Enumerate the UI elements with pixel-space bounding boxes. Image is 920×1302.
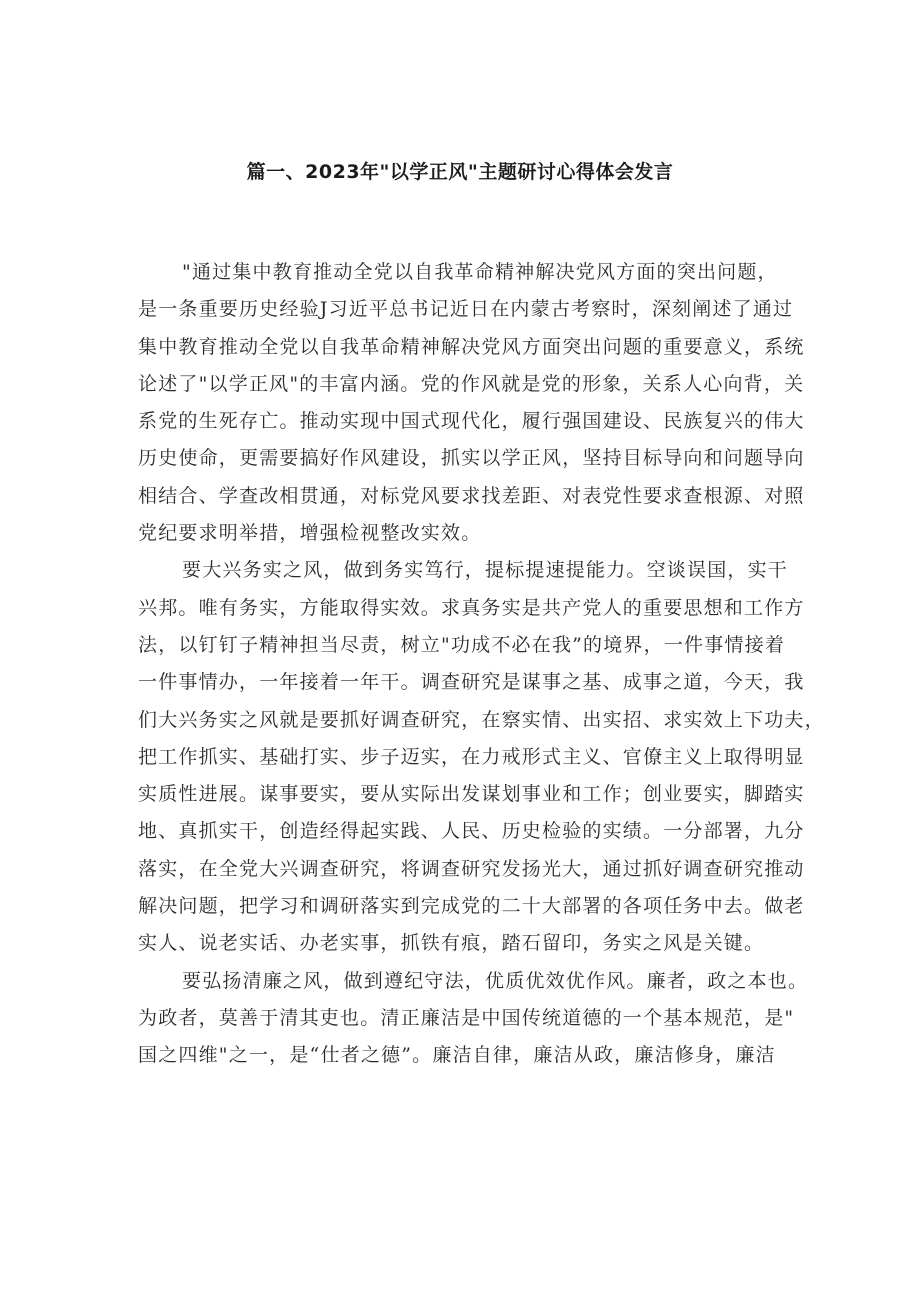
paragraph-1-line-1: "通过集中教育推动全党以自我革命精神解决党风方面的突出问题，: [182, 261, 778, 283]
paragraph-3-line-1: 要弘扬清廉之风，做到遵纪守法，优质优效优作风。廉者，政之本也。: [182, 969, 809, 992]
paragraph-1-line-2: 是一条重要历史经验J习近平总书记近日在内蒙古考察时，深刻阐述了通过: [138, 298, 794, 321]
paragraph-3-line-3: 国之四维"之一，是“仕者之德”。廉洁自律，廉洁从政，廉洁修身，廉洁: [138, 1044, 776, 1067]
paragraph-1-line-4: 论述了"以学正风"的丰富内涵。党的作风就是党的形象，关系人心向背，关: [138, 372, 805, 395]
paragraph-2-line-1: 要大兴务实之风，做到务实笃行，提标提速提能力。空谈误国，实干: [182, 559, 789, 582]
paragraph-1-line-5: 系党的生死存亡。推动实现中国式现代化，履行强国建设、民族复兴的伟大: [138, 410, 805, 433]
paragraph-2-line-7: 实质性进展。谋事要实，要从实际出发谋划事业和工作；创业要实，脚踏实: [138, 783, 805, 806]
paragraph-2-line-11: 实人、说老实话、办老实事，抓铁有痕，踏石留印，务实之风是关键。: [138, 932, 765, 955]
paragraph-2-line-2: 兴邦。唯有务实，方能取得实效。求真务实是共产党人的重要思想和工作方: [138, 596, 805, 619]
paragraph-2-line-3: 法，以钉钉子精神担当尽责，树立"功成不必在我”的境界，一件事情接着: [138, 633, 786, 656]
document-body: [138, 254, 825, 1075]
paragraph-1-line-7: 相结合、学查改相贯通，对标党风要求找差距、对表党性要求查根源、对照: [138, 484, 805, 507]
paragraph-2-line-10: 解决问题，把学习和调研落实到完成党的二十大部署的各项任务中去。做老: [138, 895, 805, 918]
paragraph-1-line-6: 历史使命，更需要搞好作风建设，抓实以学正风，坚持目标导向和问题导向: [138, 447, 805, 470]
paragraph-3-line-2: 为政者，莫善于清其吏也。清正廉洁是中国传统道德的一个基本规范，是": [138, 1006, 795, 1029]
paragraph-1-line-8: 党纪要求明举措，增强检视整改实效。: [138, 522, 482, 545]
paragraph-2-line-6: 把工作抓实、基础打实、步子迈实，在力戒形式主义、官僚主义上取得明显: [138, 745, 805, 768]
paragraph-2-line-9: 落实，在全党大兴调查研究，将调查研究发扬光大，通过抓好调查研究推动: [138, 857, 805, 880]
document-title: 篇一、2023年"以学正风"主题研讨心得体会发言: [246, 161, 674, 183]
paragraph-2-line-8: 地、真抓实干，创造经得起实践、人民、历史检验的实绩。一分部署，九分: [138, 820, 805, 843]
paragraph-2-line-5: 们大兴务实之风就是要抓好调查研究，在察实情、出实招、求实效上下功夫，: [138, 708, 825, 731]
paragraph-1-line-3: 集中教育推动全党以自我革命精神解决党风方面突出问题的重要意义，系统: [138, 335, 805, 358]
paragraph-2-line-4: 一件事情办，一年接着一年干。调查研究是谋事之基、成事之道，今天，我: [138, 671, 805, 694]
